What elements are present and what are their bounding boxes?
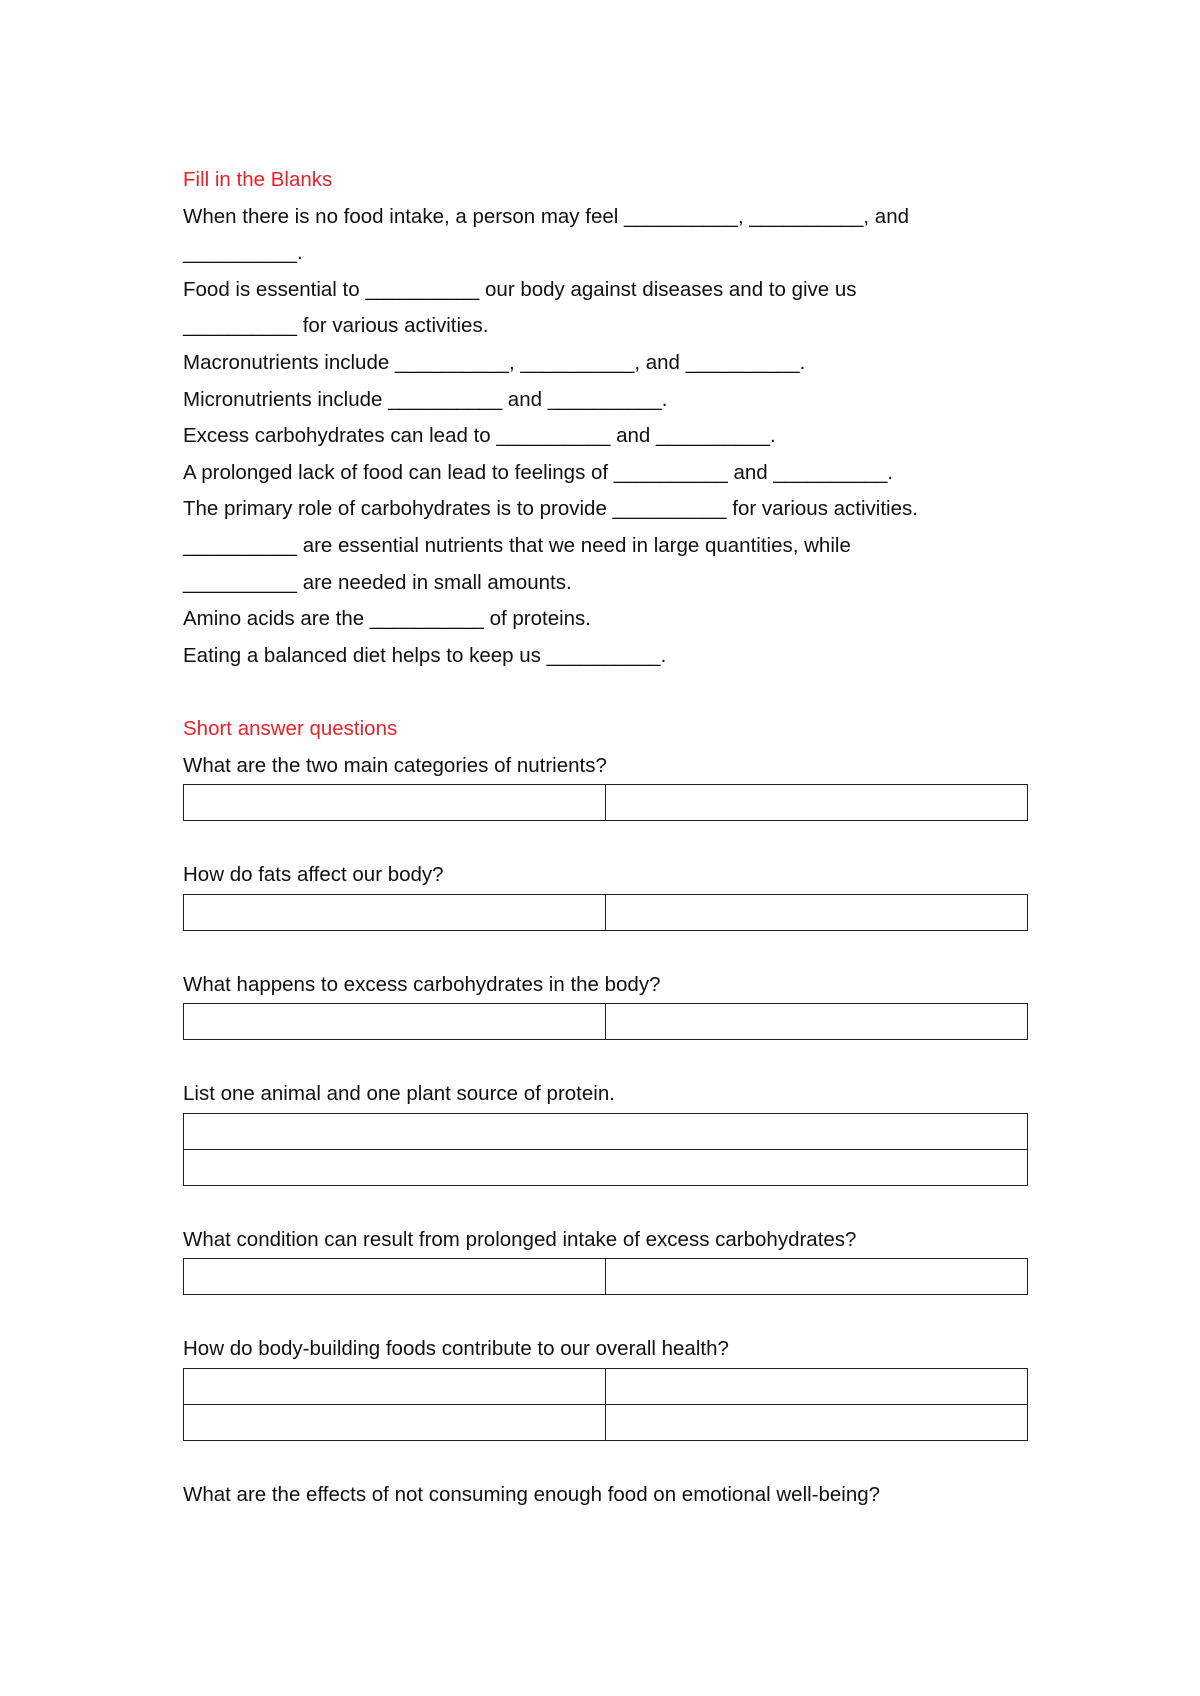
short-answer-heading: Short answer questions (183, 716, 398, 740)
answer-cell[interactable] (184, 785, 606, 821)
answer-cell[interactable] (184, 1149, 1028, 1185)
answer-table (183, 1368, 1028, 1441)
answer-row (184, 1405, 1028, 1441)
answer-cell[interactable] (184, 1369, 606, 1405)
answer-cell[interactable] (184, 1004, 606, 1040)
answer-table (183, 1003, 1028, 1040)
question-block (183, 1076, 1028, 1186)
answer-table (183, 1113, 1028, 1186)
question-block (183, 748, 1028, 822)
question-block (183, 967, 1028, 1041)
question-text: How do body-building foods contribute to our overall health? (183, 1337, 729, 1361)
blank-line: __________. (183, 241, 303, 265)
blank-line: Amino acids are the __________ of proteins. (183, 607, 591, 631)
blank-line: When there is no food intake, a person may feel __________, __________, and (183, 204, 910, 228)
question-block (183, 1331, 1028, 1441)
answer-row (184, 1113, 1028, 1149)
blank-line: __________ are needed in small amounts. (183, 570, 572, 594)
worksheet-page (183, 162, 1028, 1550)
question-text: What condition can result from prolonged intake of excess carbohydrates? (183, 1227, 857, 1251)
answer-cell[interactable] (184, 1405, 606, 1441)
blank-line: The primary role of carbohydrates is to provide __________ for various activities. (183, 497, 918, 521)
answer-cell[interactable] (606, 785, 1028, 821)
answer-cell[interactable] (606, 1259, 1028, 1295)
question-block (183, 1477, 1028, 1514)
blank-line: __________ are essential nutrients that we need in large quantities, while (183, 533, 851, 557)
blank-line: A prolonged lack of food can lead to feelings of __________ and __________. (183, 460, 894, 484)
question-text: What are the effects of not consuming enough food on emotional well-being? (183, 1483, 881, 1507)
blank-line: Excess carbohydrates can lead to __________ and __________. (183, 424, 776, 448)
answer-row (184, 1149, 1028, 1185)
fill-blanks-heading: Fill in the Blanks (183, 168, 333, 191)
blank-line: Eating a balanced diet helps to keep us __________. (183, 643, 667, 667)
answer-row (184, 1004, 1028, 1040)
answer-row (184, 1259, 1028, 1295)
answer-row (184, 785, 1028, 821)
blank-line: Macronutrients include __________, __________, and __________. (183, 350, 806, 374)
question-text: How do fats affect our body? (183, 863, 444, 887)
answer-cell[interactable] (606, 1405, 1028, 1441)
short-answer-questions (183, 748, 1028, 1514)
answer-row (184, 894, 1028, 930)
blank-line: __________ for various activities. (183, 314, 489, 338)
answer-cell[interactable] (184, 894, 606, 930)
answer-cell[interactable] (184, 1259, 606, 1295)
answer-row (184, 1369, 1028, 1405)
blank-line: Micronutrients include __________ and __________. (183, 387, 668, 411)
answer-table (183, 894, 1028, 931)
answer-table (183, 1258, 1028, 1295)
question-block (183, 857, 1028, 931)
question-text: What happens to excess carbohydrates in the body? (183, 972, 661, 996)
section-spacer (183, 674, 1028, 711)
blank-line: Food is essential to __________ our body against diseases and to give us (183, 277, 857, 301)
answer-cell[interactable] (184, 1113, 1028, 1149)
question-text: List one animal and one plant source of protein. (183, 1082, 615, 1106)
answer-cell[interactable] (606, 894, 1028, 930)
question-text: What are the two main categories of nutrients? (183, 753, 607, 777)
answer-cell[interactable] (606, 1004, 1028, 1040)
question-block (183, 1222, 1028, 1296)
answer-table (183, 784, 1028, 821)
answer-cell[interactable] (606, 1369, 1028, 1405)
